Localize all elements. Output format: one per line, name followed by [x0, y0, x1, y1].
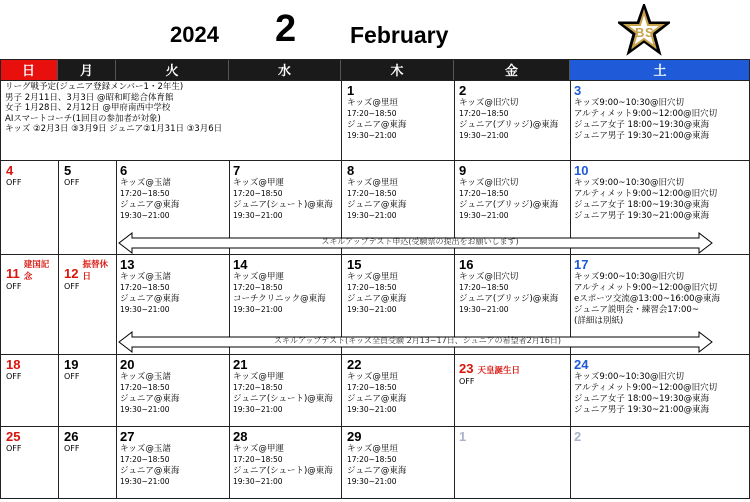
day-cell-feb-25[interactable]	[6, 430, 22, 454]
event-text: ジュニア@東海	[347, 119, 407, 130]
grid-line	[0, 59, 750, 60]
event-time: 17:20~18:50	[233, 189, 283, 198]
day-cell-feb-14[interactable]	[233, 258, 326, 315]
day-cell-feb-12[interactable]	[64, 258, 114, 292]
day-cell-feb-21[interactable]	[233, 358, 333, 415]
event-text: キッズ@甲運	[233, 178, 284, 188]
day-number: 26	[64, 429, 79, 444]
off-label: OFF	[64, 282, 80, 291]
day-number: 23	[459, 361, 474, 376]
event-time: 17:20~18:50	[347, 283, 397, 292]
weekday-sat: 土	[570, 59, 750, 80]
grid-line	[0, 354, 750, 355]
event-time: 19:30~21:00	[120, 404, 170, 414]
event-time: 17:20~18:50	[233, 383, 283, 392]
event-time: 19:30~21:00	[347, 130, 397, 140]
event-text: アルティメット9:00~12:00@旧穴切	[574, 283, 718, 293]
holiday-label: 天皇誕生日	[477, 366, 520, 376]
event-time: 17:20~18:50	[347, 383, 397, 392]
day-cell-feb-9[interactable]	[459, 164, 558, 221]
grid-line	[0, 426, 750, 427]
day-cell-feb-4[interactable]	[6, 164, 22, 188]
weekday-fri: 金	[454, 59, 570, 80]
day-number: 22	[347, 357, 362, 372]
event-text: ジュニア@東海	[347, 393, 407, 404]
event-time: 17:20~18:50	[459, 189, 509, 198]
event-time: 17:20~18:50	[347, 189, 397, 198]
off-label: OFF	[6, 444, 22, 453]
holiday-label: 振替休日	[82, 260, 108, 282]
info-line: リーグ戦予定(ジュニア登録メンバー1・2年生)	[5, 82, 184, 92]
info-line: AIスマートコーチ(1回目の参加者が対象)	[5, 113, 161, 124]
event-time: 19:30~21:00	[233, 476, 283, 486]
event-text: キッズ@旧穴切	[459, 272, 519, 282]
day-number: 17	[574, 257, 589, 272]
event-text: (詳細は別紙)	[574, 316, 624, 326]
event-time: 17:20~18:50	[120, 383, 170, 392]
day-number: 10	[574, 163, 589, 178]
day-number: 20	[120, 357, 135, 372]
grid-line	[0, 254, 750, 255]
grid-line	[341, 80, 342, 498]
off-label: OFF	[6, 282, 22, 291]
day-cell-feb-5[interactable]	[64, 164, 80, 188]
event-time: 17:20~18:50	[459, 283, 509, 292]
event-text: キッズ@甲運	[233, 272, 284, 282]
event-time: 17:20~18:50	[233, 455, 283, 464]
day-number: 14	[233, 257, 248, 272]
event-text: ジュニア(ブリッジ)@東海	[459, 119, 559, 130]
grid-line	[0, 80, 750, 81]
event-text: キッズ@里垣	[347, 372, 398, 382]
grid-line	[229, 160, 230, 498]
grid-line	[570, 80, 571, 498]
event-time: 19:30~21:00	[233, 304, 283, 314]
grid-line	[116, 160, 117, 498]
event-text: キッズ@玉諸	[120, 178, 171, 188]
month-name: February	[350, 22, 449, 48]
day-cell-feb-10[interactable]	[574, 164, 717, 222]
event-text: ジュニア男子 19:30~21:00@東海	[574, 131, 710, 141]
info-line: 男子 2月11日、3月3日 @昭和町総合体育館	[5, 92, 174, 103]
day-cell-feb-3[interactable]	[574, 84, 717, 142]
event-time: 19:30~21:00	[120, 304, 170, 314]
off-label: OFF	[459, 377, 475, 386]
event-text: キッズ@里垣	[347, 98, 398, 108]
info-line: キッズ ②2月3日 ③3月9日 ジュニア②1月31日 ③3月6日	[5, 124, 223, 134]
event-text: キッズ@里垣	[347, 272, 398, 282]
event-time: 19:30~21:00	[347, 404, 397, 414]
day-cell-feb-6[interactable]	[120, 164, 179, 221]
day-cell-mar-1	[459, 430, 466, 444]
day-cell-feb-28[interactable]	[233, 430, 333, 487]
day-cell-feb-23[interactable]	[459, 358, 520, 387]
day-number: 21	[233, 357, 248, 372]
day-cell-feb-22[interactable]	[347, 358, 406, 415]
day-number: 9	[459, 163, 467, 178]
weekday-tue: 火	[116, 59, 229, 80]
off-label: OFF	[64, 444, 80, 453]
month-number: 2	[275, 8, 297, 50]
event-text: キッズ9:00~10:30@旧穴切	[574, 178, 685, 188]
event-text: キッズ9:00~10:30@旧穴切	[574, 272, 685, 282]
event-text: ジュニア(シュート)@東海	[233, 199, 333, 210]
event-text: ジュニア説明会・練習会17:00~	[574, 305, 699, 315]
day-cell-feb-11[interactable]	[6, 258, 50, 292]
day-cell-feb-15[interactable]	[347, 258, 406, 315]
grid-line	[58, 160, 59, 498]
event-text: キッズ@甲運	[233, 444, 284, 454]
event-time: 19:30~21:00	[233, 404, 283, 414]
skill-test-banner: スキルアップテスト(キッズ全員受験 2月13~17日、ジュニアの希望者2月16日)	[274, 336, 561, 345]
event-text: ジュニア(ブリッジ)@東海	[459, 293, 559, 304]
event-text: キッズ@旧穴切	[459, 98, 519, 108]
event-time: 17:20~18:50	[120, 189, 170, 198]
svg-text:B: B	[635, 25, 645, 40]
day-number: 5	[64, 163, 72, 178]
event-text: キッズ@里垣	[347, 444, 398, 454]
day-number: 6	[120, 163, 128, 178]
event-text: ジュニア(シュート)@東海	[233, 393, 333, 404]
day-number: 3	[574, 83, 582, 98]
day-number: 8	[347, 163, 355, 178]
off-label: OFF	[6, 372, 22, 381]
weekday-mon: 月	[58, 59, 116, 80]
grid-line	[454, 80, 455, 498]
event-text: ジュニア女子 18:00~19:30@東海	[574, 120, 710, 130]
off-label: OFF	[64, 178, 80, 187]
team-logo-icon	[618, 4, 670, 56]
event-time: 19:30~21:00	[347, 304, 397, 314]
event-text: ジュニア(シュート)@東海	[233, 465, 333, 476]
event-time: 17:20~18:50	[233, 283, 283, 292]
event-text: コーチクリニック@東海	[233, 293, 326, 304]
event-text: ジュニア女子 18:00~19:30@東海	[574, 394, 710, 404]
event-time: 17:20~18:50	[459, 109, 509, 118]
event-text: キッズ@甲運	[233, 372, 284, 382]
day-cell-feb-26[interactable]	[64, 430, 80, 454]
day-cell-feb-20[interactable]	[120, 358, 179, 415]
day-cell-feb-24[interactable]	[574, 358, 717, 416]
day-cell-feb-27[interactable]	[120, 430, 179, 487]
event-time: 19:30~21:00	[347, 210, 397, 220]
event-text: キッズ9:00~10:30@旧穴切	[574, 98, 685, 108]
day-number: 2	[459, 83, 467, 98]
event-text: アルティメット9:00~12:00@旧穴切	[574, 189, 718, 199]
event-text: ジュニア@東海	[120, 293, 180, 304]
event-text: キッズ@玉諸	[120, 372, 171, 382]
day-number: 25	[6, 429, 21, 444]
event-time: 17:20~18:50	[120, 455, 170, 464]
event-text: キッズ@旧穴切	[459, 178, 519, 188]
day-number: 11	[6, 266, 20, 281]
event-text: eスポーツ交流@13:00~16:00@東海	[574, 294, 721, 304]
event-time: 19:30~21:00	[120, 210, 170, 220]
event-text: キッズ@玉諸	[120, 444, 171, 454]
event-time: 17:20~18:50	[347, 455, 397, 464]
day-cell-feb-18[interactable]	[6, 358, 22, 382]
day-cell-feb-8[interactable]	[347, 164, 406, 221]
day-cell-feb-19[interactable]	[64, 358, 80, 382]
event-time: 19:30~21:00	[233, 210, 283, 220]
event-time: 17:20~18:50	[347, 109, 397, 118]
day-number: 27	[120, 429, 135, 444]
event-time: 19:30~21:00	[459, 304, 509, 314]
event-text: キッズ9:00~10:30@旧穴切	[574, 372, 685, 382]
event-text: ジュニア@東海	[120, 393, 180, 404]
day-cell-feb-2[interactable]	[459, 84, 558, 141]
day-number: 12	[64, 266, 79, 281]
event-time: 19:30~21:00	[459, 130, 509, 140]
day-cell-mar-2	[574, 430, 581, 444]
league-info-box	[5, 82, 340, 135]
day-number: 1	[459, 429, 467, 444]
event-time: 17:20~18:50	[120, 283, 170, 292]
day-cell-feb-13[interactable]	[120, 258, 179, 315]
off-label: OFF	[6, 178, 22, 187]
off-label: OFF	[64, 372, 80, 381]
event-text: ジュニア女子 18:00~19:30@東海	[574, 200, 710, 210]
day-number: 16	[459, 257, 474, 272]
weekday-thu: 木	[341, 59, 454, 80]
day-number: 2	[574, 429, 582, 444]
event-text: ジュニア@東海	[120, 199, 180, 210]
year-label: 2024	[170, 22, 219, 47]
weekday-sun: 日	[0, 59, 58, 80]
event-time: 19:30~21:00	[459, 210, 509, 220]
event-text: アルティメット9:00~12:00@旧穴切	[574, 109, 718, 119]
holiday-label: 建国記念	[23, 260, 50, 282]
svg-text:S: S	[645, 25, 654, 40]
grid-line	[0, 160, 750, 161]
day-number: 19	[64, 357, 79, 372]
event-text: アルティメット9:00~12:00@旧穴切	[574, 383, 718, 393]
day-cell-feb-17[interactable]	[574, 258, 720, 327]
event-text: キッズ@里垣	[347, 178, 398, 188]
info-line: 女子 1月28日、2月12日 @甲府南西中学校	[5, 103, 171, 113]
weekday-wed: 水	[229, 59, 341, 80]
grid-line	[0, 498, 750, 499]
day-number: 28	[233, 429, 248, 444]
day-cell-feb-7[interactable]	[233, 164, 333, 221]
day-cell-feb-16[interactable]	[459, 258, 558, 315]
day-number: 18	[6, 357, 21, 372]
event-text: ジュニア@東海	[347, 293, 407, 304]
event-text: ジュニア@東海	[347, 199, 407, 210]
skill-test-application-banner: スキルアップテスト申込(受験票の提出をお願いします)	[321, 237, 519, 246]
grid-line	[0, 59, 1, 498]
day-number: 24	[574, 357, 589, 372]
day-number: 4	[6, 163, 14, 178]
day-number: 13	[120, 257, 135, 272]
event-text: キッズ@玉諸	[120, 272, 171, 282]
event-time: 19:30~21:00	[347, 476, 397, 486]
day-cell-feb-29[interactable]	[347, 430, 406, 487]
event-text: ジュニア男子 19:30~21:00@東海	[574, 405, 710, 415]
event-text: ジュニア@東海	[120, 465, 180, 476]
event-text: ジュニア男子 19:30~21:00@東海	[574, 211, 710, 221]
day-number: 29	[347, 429, 362, 444]
event-time: 19:30~21:00	[120, 476, 170, 486]
day-cell-feb-1[interactable]	[347, 84, 406, 141]
day-number: 15	[347, 257, 362, 272]
event-text: ジュニア(ブリッジ)@東海	[459, 199, 559, 210]
day-number: 1	[347, 83, 355, 98]
event-text: ジュニア@東海	[347, 465, 407, 476]
day-number: 7	[233, 163, 241, 178]
